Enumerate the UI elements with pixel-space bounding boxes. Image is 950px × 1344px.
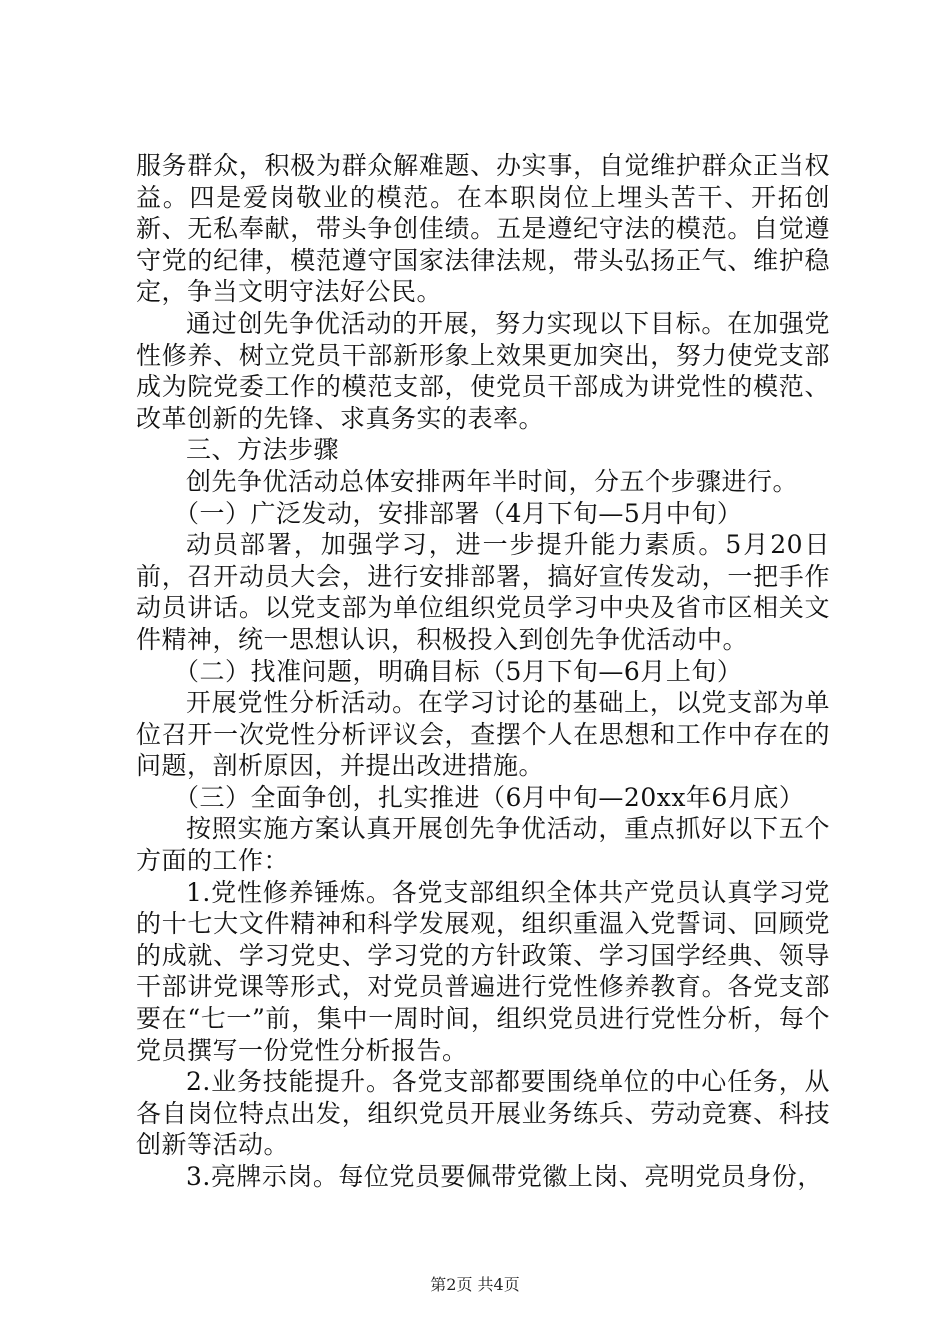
step-heading-3: （三）全面争创，扎实推进（6月中旬—20xx年6月底）: [174, 782, 805, 812]
paragraph-step-1: 动员部署，加强学习，进一步提升能力素质。5月20日前，召开动员大会，进行安排部署，搞好宣传发动，一把手作动员讲话。以党支部为单位组织党员学习中央及省市区相关文件精神，统一思想认识，积极投入到创先争优活动中。: [136, 530, 830, 654]
step-heading-2: （二）找准问题，明确目标（5月下旬—6月上旬）: [174, 656, 743, 686]
list-item-3: 3.亮牌示岗。每位党员要佩带党徽上岗、亮明党员身份，: [186, 1162, 823, 1191]
section-heading-methods: 三、方法步骤: [186, 435, 340, 465]
step-heading-1: （一）广泛发动，安排部署（4月下旬—5月中旬）: [174, 498, 743, 528]
paragraph-step-3: 按照实施方案认真开展创先争优活动，重点抓好以下五个方面的工作：: [136, 814, 830, 876]
paragraph-goals: 通过创先争优活动的开展，努力实现以下目标。在加强党性修养、树立党员干部新形象上效果更加突出，努力使党支部成为院党委工作的模范支部，使党员干部成为讲党性的模范、改革创新的先锋、求真务实的表率。: [136, 308, 830, 433]
paragraph-step-2: 开展党性分析活动。在学习讨论的基础上，以党支部为单位召开一次党性分析评议会，查摆个人在思想和工作中存在的问题，剖析原因，并提出改进措施。: [136, 688, 830, 781]
list-item-1: 1.党性修养锤炼。各党支部组织全体共产党员认真学习党的十七大文件精神和科学发展观，组织重温入党誓词、回顾党的成就、学习党史、学习党的方针政策、学习国学经典、领导干部讲党课等形式，对党员普遍进行党性修养教育。各党支部要在“七一”前，集中一周时间，组织党员进行党性分析，每个党员撰写一份党性分析报告。: [136, 877, 830, 1065]
document-body: [136, 150, 830, 1193]
paragraph-overview: 创先争优活动总体安排两年半时间，分五个步骤进行。: [186, 466, 799, 496]
paragraph-continuation: 服务群众，积极为群众解难题、办实事，自觉维护群众正当权益。四是爱岗敬业的模范。在本职岗位上埋头苦干、开拓创新、无私奉献，带头争创佳绩。五是遵纪守法的模范。自觉遵守党的纪律，模范遵守国家法律法规，带头弘扬正气、维护稳定，争当文明守法好公民。: [136, 151, 830, 307]
page-number-footer: 第2页 共4页: [430, 1275, 520, 1294]
list-item-2: 2.业务技能提升。各党支部都要围绕单位的中心任务，从各自岗位特点出发，组织党员开展业务练兵、劳动竞赛、科技创新等活动。: [136, 1067, 830, 1160]
